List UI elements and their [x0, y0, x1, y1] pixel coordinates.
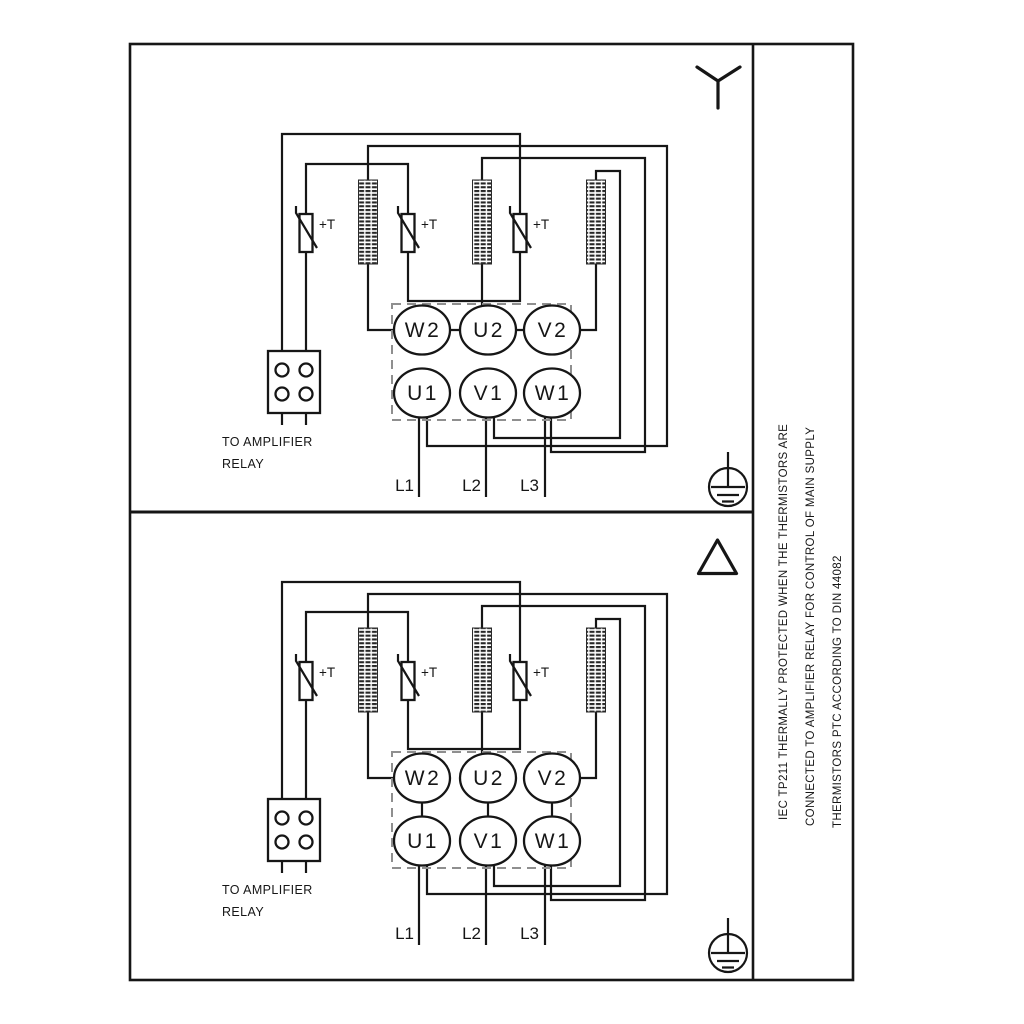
- relay-pin: [276, 812, 289, 825]
- supply-L1-label: L1: [395, 476, 414, 495]
- wire-winding1-to-W2: [368, 264, 395, 330]
- supply-L1-label: L1: [395, 924, 414, 943]
- terminal-W2-label: W2: [404, 767, 442, 790]
- thermistor-label: +T: [421, 217, 438, 232]
- thermistor-2: [398, 206, 437, 252]
- panel-star-supply-labels: [395, 476, 539, 495]
- side-note-line1: IEC TP211 THERMALLY PROTECTED WHEN THE THERMISTORS ARE: [778, 423, 790, 820]
- terminal-V1-label: V1: [473, 382, 505, 405]
- side-note-line2: CONNECTED TO AMPLIFIER RELAY FOR CONTROL OF MAIN SUPPLY: [805, 426, 817, 826]
- thermistor-label: +T: [533, 665, 550, 680]
- terminal-U1-label: U1: [407, 382, 439, 405]
- relay-connector-box: [268, 351, 320, 413]
- panel-star-relay-connector: [222, 351, 320, 471]
- supply-L2-label: L2: [462, 924, 481, 943]
- panel-delta-windings: [359, 628, 606, 712]
- relay-connector-box: [268, 799, 320, 861]
- motor-winding-coil-1: [359, 180, 378, 264]
- panel-star-terminal-board: [392, 304, 580, 420]
- thermistor-label: +T: [319, 217, 336, 232]
- terminal-U2-label: U2: [473, 319, 505, 342]
- thermistor-label: +T: [421, 665, 438, 680]
- thermistor-2: [398, 654, 437, 700]
- thermistor-label: +T: [319, 665, 336, 680]
- relay-note-line1: TO AMPLIFIER: [222, 435, 313, 449]
- terminal-V1-label: V1: [473, 830, 505, 853]
- thermistor-1: [296, 654, 335, 700]
- motor-winding-coil-2: [473, 628, 492, 712]
- supply-L2-label: L2: [462, 476, 481, 495]
- wire-thermistor2-thermistor3: [408, 252, 520, 301]
- panel-delta-supply-labels: [395, 924, 539, 943]
- delta-bridge-links: [422, 802, 552, 817]
- supply-L3-label: L3: [520, 924, 539, 943]
- panel-star-thermistors: [296, 206, 549, 252]
- terminal-W1-label: W1: [534, 830, 572, 853]
- motor-winding-coil-3: [587, 628, 606, 712]
- wire-winding3-to-V2: [581, 712, 596, 778]
- thermistor-label: +T: [533, 217, 550, 232]
- wire-thermistor1-thermistor2: [306, 612, 408, 662]
- wire-winding3-to-V2: [581, 264, 596, 330]
- earth-ground-icon: [709, 918, 747, 972]
- relay-note-line2: RELAY: [222, 457, 265, 471]
- terminal-W1-label: W1: [534, 382, 572, 405]
- thermistor-1: [296, 206, 335, 252]
- panel-star-windings: [359, 180, 606, 264]
- terminal-U1-label: U1: [407, 830, 439, 853]
- motor-winding-coil-1: [359, 628, 378, 712]
- delta-connection-icon: [699, 540, 737, 574]
- relay-pin: [276, 388, 289, 401]
- relay-pin: [276, 364, 289, 377]
- panel-delta-thermistors: [296, 654, 549, 700]
- motor-winding-coil-3: [587, 180, 606, 264]
- wire-thermistor1-thermistor2: [306, 164, 408, 214]
- relay-pin: [300, 388, 313, 401]
- side-note-line3: THERMISTORS PTC ACCORDING TO DIN 44082: [832, 555, 844, 828]
- wire-thermistor2-thermistor3: [408, 700, 520, 749]
- terminal-W2-label: W2: [404, 319, 442, 342]
- relay-pin: [300, 364, 313, 377]
- relay-note-line2: RELAY: [222, 905, 265, 919]
- supply-L3-label: L3: [520, 476, 539, 495]
- relay-pin: [300, 836, 313, 849]
- thermistor-3: [510, 654, 549, 700]
- side-note: [778, 424, 844, 828]
- relay-pin: [276, 836, 289, 849]
- panel-delta: [222, 540, 747, 972]
- thermistor-3: [510, 206, 549, 252]
- wire-winding1-to-W2: [368, 712, 395, 778]
- panel-star: [222, 67, 747, 506]
- panel-delta-relay-connector: [222, 799, 320, 919]
- relay-pin: [300, 812, 313, 825]
- relay-note-line1: TO AMPLIFIER: [222, 883, 313, 897]
- star-connection-icon: [697, 67, 740, 108]
- terminal-U2-label: U2: [473, 767, 505, 790]
- motor-winding-coil-2: [473, 180, 492, 264]
- terminal-V2-label: V2: [537, 319, 569, 342]
- terminal-V2-label: V2: [537, 767, 569, 790]
- earth-ground-icon: [709, 452, 747, 506]
